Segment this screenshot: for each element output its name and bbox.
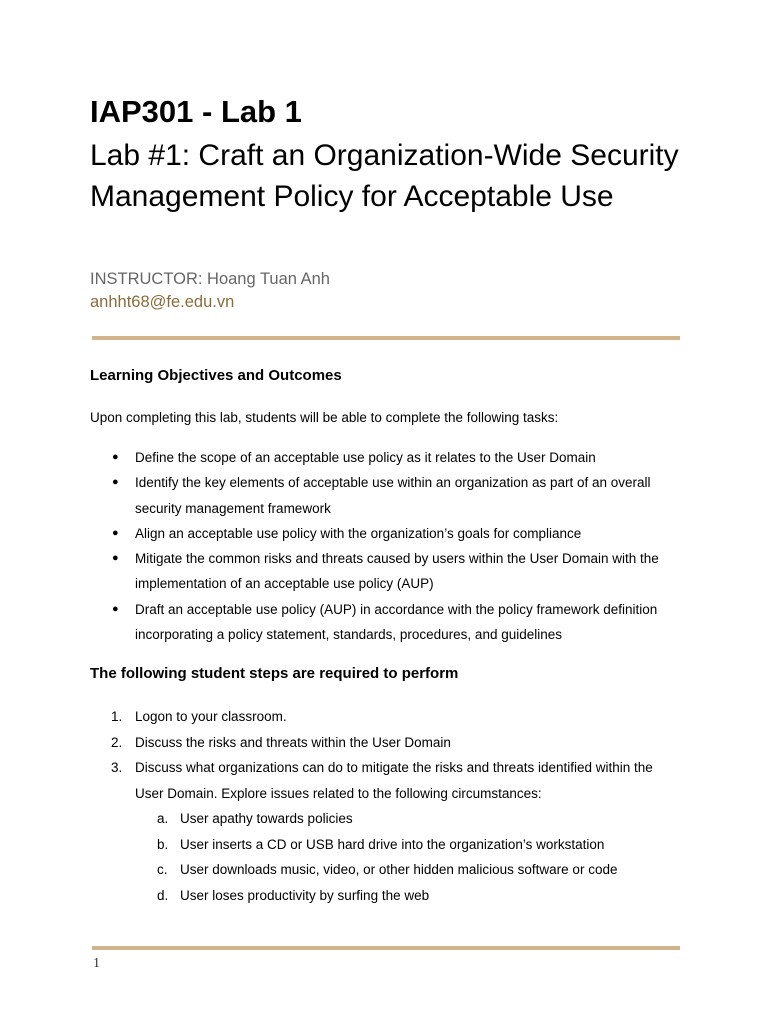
list-item <box>90 597 680 648</box>
objectives-intro: Upon completing this lab, students will be able to complete the following tasks: <box>90 410 559 425</box>
substep-text: User downloads music, video, or other hidden malicious software or code <box>180 862 618 877</box>
substep-letter: c. <box>157 862 168 877</box>
bullet-icon: ● <box>112 476 119 489</box>
footer-divider <box>92 946 680 950</box>
step-number: 3. <box>111 760 123 775</box>
list-item-text: Align an acceptable use policy with the organization’s goals for compliance <box>135 525 582 541</box>
substep-item <box>135 806 680 832</box>
header-divider <box>92 336 680 340</box>
substep-text: User apathy towards policies <box>180 811 353 826</box>
bullet-icon: ● <box>112 526 119 539</box>
steps-list <box>90 704 680 908</box>
list-item <box>90 445 680 470</box>
page-number: 1 <box>93 956 100 971</box>
instructor-email: anhht68@fe.edu.vn <box>90 293 235 311</box>
bullet-icon: ● <box>112 552 119 565</box>
bullet-icon: ● <box>112 451 119 463</box>
substep-letter: b. <box>157 836 169 852</box>
substep-item <box>135 857 680 883</box>
substep-letter: d. <box>157 887 169 903</box>
list-item-text: Identify the key elements of acceptable use within an organization as part of an overall security management framework <box>135 475 651 516</box>
step-item <box>90 755 680 908</box>
document-title: IAP301 - Lab 1 <box>90 94 302 129</box>
list-item-text: Draft an acceptable use policy (AUP) in accordance with the policy framework definition incorporating a policy statement, standards, procedures, and guidelines <box>135 601 658 643</box>
document-subtitle: Lab #1: Craft an Organization-Wide Security Management Policy for Acceptable Use <box>90 139 679 213</box>
list-item <box>90 521 680 546</box>
substep-item <box>135 832 680 858</box>
step-text: Discuss the risks and threats within the User Domain <box>135 734 451 750</box>
step-number: 2. <box>111 734 123 750</box>
objectives-list <box>90 445 680 647</box>
steps-heading: The following student steps are required to perform <box>90 665 459 682</box>
bullet-icon: ● <box>112 602 119 615</box>
instructor-name: INSTRUCTOR: Hoang Tuan Anh <box>90 270 330 288</box>
step-text: Discuss what organizations can do to mitigate the risks and threats identified within the User Domain. Explore issues related to the following circumstances: <box>135 760 653 801</box>
step-item <box>90 704 680 730</box>
step-text: Logon to your classroom. <box>135 709 287 724</box>
step-item <box>90 730 680 756</box>
substep-letter: a. <box>157 811 169 826</box>
objectives-heading: Learning Objectives and Outcomes <box>90 367 342 384</box>
list-item-text: Define the scope of an acceptable use policy as it relates to the User Domain <box>135 450 596 465</box>
list-item <box>90 546 680 597</box>
list-item-text: Mitigate the common risks and threats caused by users within the User Domain with the implementation of an acceptable use policy (AUP) <box>135 551 659 592</box>
step-number: 1. <box>111 709 123 724</box>
substeps-list <box>135 806 680 908</box>
substep-text: User loses productivity by surfing the web <box>180 887 430 903</box>
substep-item <box>135 883 680 909</box>
substep-text: User inserts a CD or USB hard drive into the organization’s workstation <box>180 836 605 852</box>
list-item <box>90 470 680 521</box>
